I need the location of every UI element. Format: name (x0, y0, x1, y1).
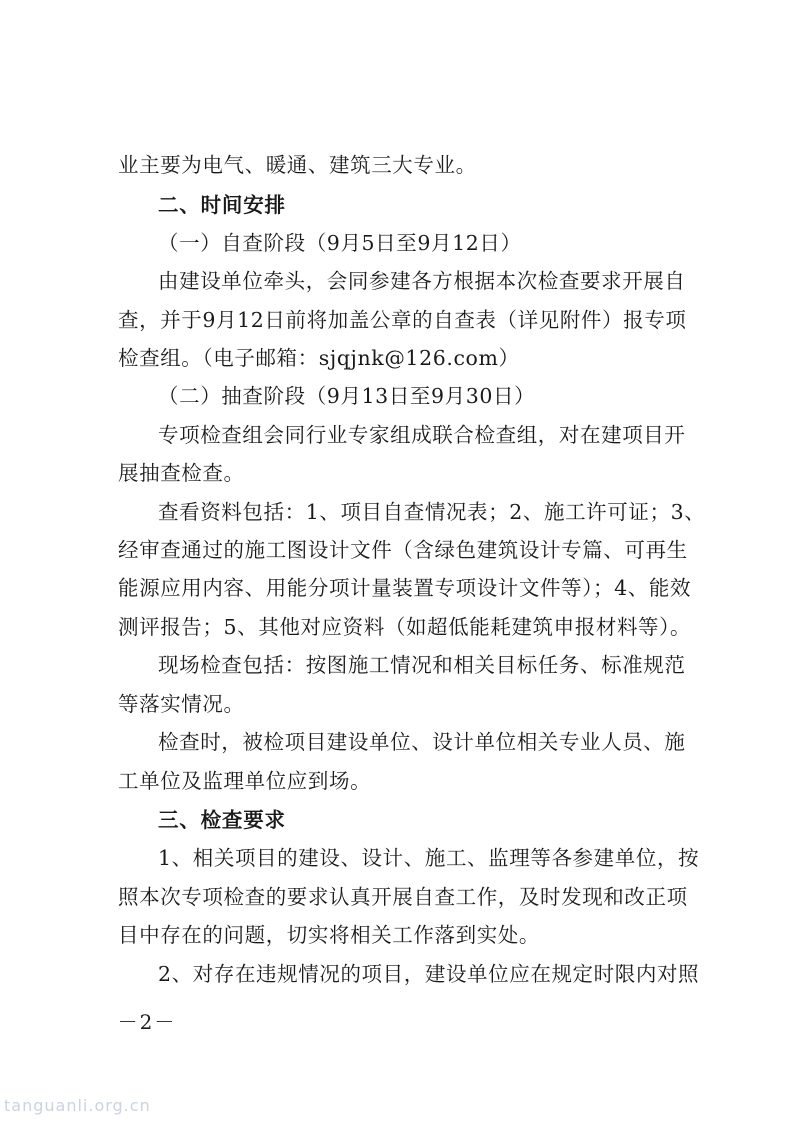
subsection-heading-spot-check: （二）抽查阶段（9月13日至9月30日） (158, 384, 536, 408)
subsection-heading-self-check: （一）自查阶段（9月5日至9月12日） (158, 231, 522, 255)
body-paragraph-line: 2、对存在违规情况的项目，建设单位应在规定时限内对照 (158, 962, 700, 986)
body-paragraph-line: 测评报告；5、其他对应资料（如超低能耗建筑申报材料等）。 (118, 615, 692, 639)
body-paragraph-line: 查，并于9月12日前将加盖公章的自查表（详见附件）报专项 (118, 308, 687, 332)
watermark-text: tanguanli.org.cn (4, 1096, 151, 1115)
body-paragraph-line: 1、相关项目的建设、设计、施工、监理等各参建单位，按 (158, 846, 700, 870)
body-paragraph-line: 由建设单位牵头，会同参建各方根据本次检查要求开展自 (158, 269, 686, 293)
body-paragraph-line-email: 检查组。（电子邮箱：sjqjnk@126.com） (118, 346, 520, 370)
page-number: －2－ (117, 1010, 177, 1034)
section-heading-schedule: 二、时间安排 (158, 193, 286, 217)
section-heading-requirements: 三、检查要求 (158, 808, 286, 832)
body-paragraph-line: 能源应用内容、用能分项计量装置专项设计文件等）；4、能效 (118, 576, 692, 600)
body-paragraph-line: 照本次专项检查的要求认真开展自查工作，及时发现和改正项 (118, 885, 688, 909)
body-paragraph-line: 展抽查检查。 (118, 461, 245, 485)
body-paragraph-line: 专项检查组会同行业专家组成联合检查组，对在建项目开 (158, 423, 686, 447)
body-paragraph-line: 现场检查包括：按图施工情况和相关目标任务、标准规范 (158, 653, 686, 677)
body-paragraph-line: 工单位及监理单位应到场。 (118, 769, 372, 793)
body-paragraph-line: 目中存在的问题，切实将相关工作落到实处。 (118, 923, 540, 947)
body-paragraph-line: 检查时，被检项目建设单位、设计单位相关专业人员、施 (158, 730, 686, 754)
body-paragraph-line: 业主要为电气、暖通、建筑三大专业。 (118, 153, 477, 177)
body-paragraph-line: 等落实情况。 (118, 692, 245, 716)
body-paragraph-line: 查看资料包括：1、项目自查情况表；2、施工许可证；3、 (158, 500, 706, 524)
body-paragraph-line: 经审查通过的施工图设计文件（含绿色建筑设计专篇、可再生 (118, 538, 688, 562)
